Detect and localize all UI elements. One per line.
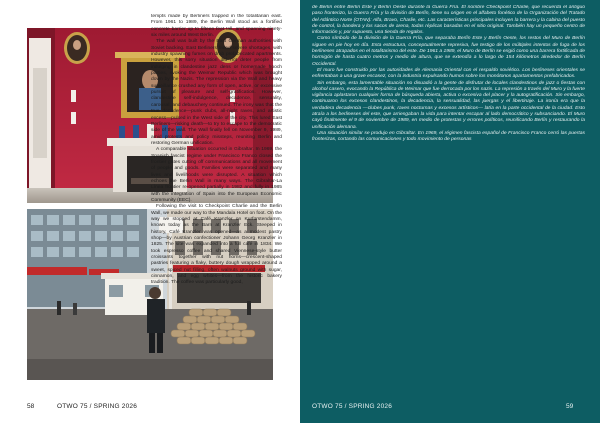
page-number-right: 59 xyxy=(566,403,574,410)
english-paragraph: A comparable situation occurred in Gibraltar. In 1969, the Spanish fascist regime under Francisco Franco closed the frontier gates cutting off communications and all movement of people and goods. Families were separated and many lives and livelihoods were disrupted. A situation which echoes the Berlin Wall in many ways. The Gibraltar-La Línea frontier re-opened partially in 1982 and fully in 1985 with the integration of Spain into the European Economic Community (EEC). xyxy=(151,147,282,203)
spanish-paragraph: Una situación similar se produjo en Gibraltar. En 1969, el régimen fascista español de Francisco Franco cerró las puertas fronterizas, cortando las comunicaciones y todo movimiento de personas xyxy=(312,130,585,143)
spanish-paragraph: Sin embargo, esta lamentable situación no disuadió a la gente de disfrutar de locales clandestinos de jazz o fiestas con alcohol casero, evocando la República de Weimar que fue derrocada por los nazis. La represión a través del Muro y la fuerte vigilancia aplastaron cualquier forma de búsqueda abierta, activa o excesiva del placer y la autogratificación. Sin embargo, continuaron los excesos clandestinos, la decadencia, la sensualidad, las juergas y el libertinaje. La ironía era que la verdadera decadencia —clubes punk, raves nocturnas y excesos artísticos— latía en la parte occidental de la ciudad. Esto atraía a los berlineses del este, que arriesgaban la vida para intentar escapar al lado democrático y subsanciando. El Muro cayó finalmente el 9 de noviembre de 1989, en medio de protestas y errores políticos, reunificando Berlín y restaurando la unificación alemana. xyxy=(312,80,585,130)
english-article-column xyxy=(151,14,282,396)
spanish-article-column xyxy=(312,5,585,393)
right-page xyxy=(300,0,600,423)
spanish-paragraph: Como símbolo de la división de la Guerra Fría, que separaba Berlín Este y Berlín Oeste, los restos del Muro de Berlín siguen en pie hoy en día. Esta estructura, conceptualmente represiva, fue testigo de los múltiples intentos de fuga de los berlineses atrapados en el totalitarismo del este. De 1961 a 1989, el Muro de Berlín se erigió como una barrera fortificada de hormigón de hasta cuatro metros y medio de altura, que se extendía a lo largo de 154 kilómetros alrededor de Berlín Occidental. xyxy=(312,36,585,67)
page-number-left: 58 xyxy=(27,403,35,410)
footer-right: OTWO 75 / SPRING 2026 xyxy=(312,403,393,410)
english-paragraph: Following the visit to Checkpoint Charlie and the Berlin Wall, we made our way to the Mandala Hotel on foot. On the way we stopped at Café Kranzler on Kurfürstendamm, known today as the Barn at Kranzler Eck. Steeped in history, Café Kranzler was opened—as a modest pastry shop—by Austrian confectioner Johann Georg Kranzler in 1825. The site was expanded into a full café in 1834. We took espresso coffee and shared Viennese-style butter croissants together with nut horns—crescent-shaped pastries featuring a flaky, buttery dough wrapped around a sweet, spiced nut filling, often walnuts ground with sugar, cinnamon, and egg whites—from the historic bakery tradition. The coffee was particularly good, xyxy=(151,204,282,286)
english-paragraph: The wall was built by the East German authorities with Soviet backing. East Berliners faced severe shortages, with industry spawning fumes on drab prefabricated apartments. However, this sorry situation did not deter people from indulging in clandestine jazz dens or homemade hooch parties, evoking the Weimar Republic which was brought down by the Nazis. The repression via the Wall and heavy surveillance crushed any form of open, active, or excessive pursuit of pleasure and self-gratification. However, clandestine self-indulgence, decadence, sensuality, carousal, and debauchery continued. The irony was that the true decadence—punk clubs, all-night raves, and artistic excess—pulsed in the West side of the city. This lured East Berliners—risking death—to try to escape to the democratic side of the wall. The Wall finally fell on November 9, 1989, amid protests and policy missteps, reuniting Berlin and restoring German unification. xyxy=(151,39,282,146)
spanish-paragraph: de Berlín entre Berlín Este y Berlín Oeste durante la Guerra Fría. El nombre Checkpoint Charlie, que recuerda el antiguo paso fronterizo, la Guerra Fría y la división de Berlín, tiene su origen en el alfabeto fonético de la Organización del Tratado del Atlántico Norte (OTAN): Alfa, Bravo, Charlie, etc. Las características principales incluyen la barrera y la cabina del puesto de control, la bandera y los sacos de arena, todas réplicas basadas en el sitio original. También hay un pequeño centro de información y, por supuesto, una tienda de regalos. xyxy=(312,5,585,36)
english-paragraph: tempts made by Berliners trapped in the totalitarian east. From 1961 to 1989, the Berlin Wall stood as a fortified concrete barrier up to fifteen feet tall, and spanning ninety-six miles around West Berlin. xyxy=(151,14,282,39)
spanish-paragraph: El muro fue construido por las autoridades de Alemania Oriental con el respaldo soviético. Los berlineses orientales se enfrentaban a una grave escasez, con la industria expulsando humos sobre los monótonos apartamentos prefabricados. xyxy=(312,67,585,80)
footer-left: OTWO 75 / SPRING 2026 xyxy=(57,403,138,410)
